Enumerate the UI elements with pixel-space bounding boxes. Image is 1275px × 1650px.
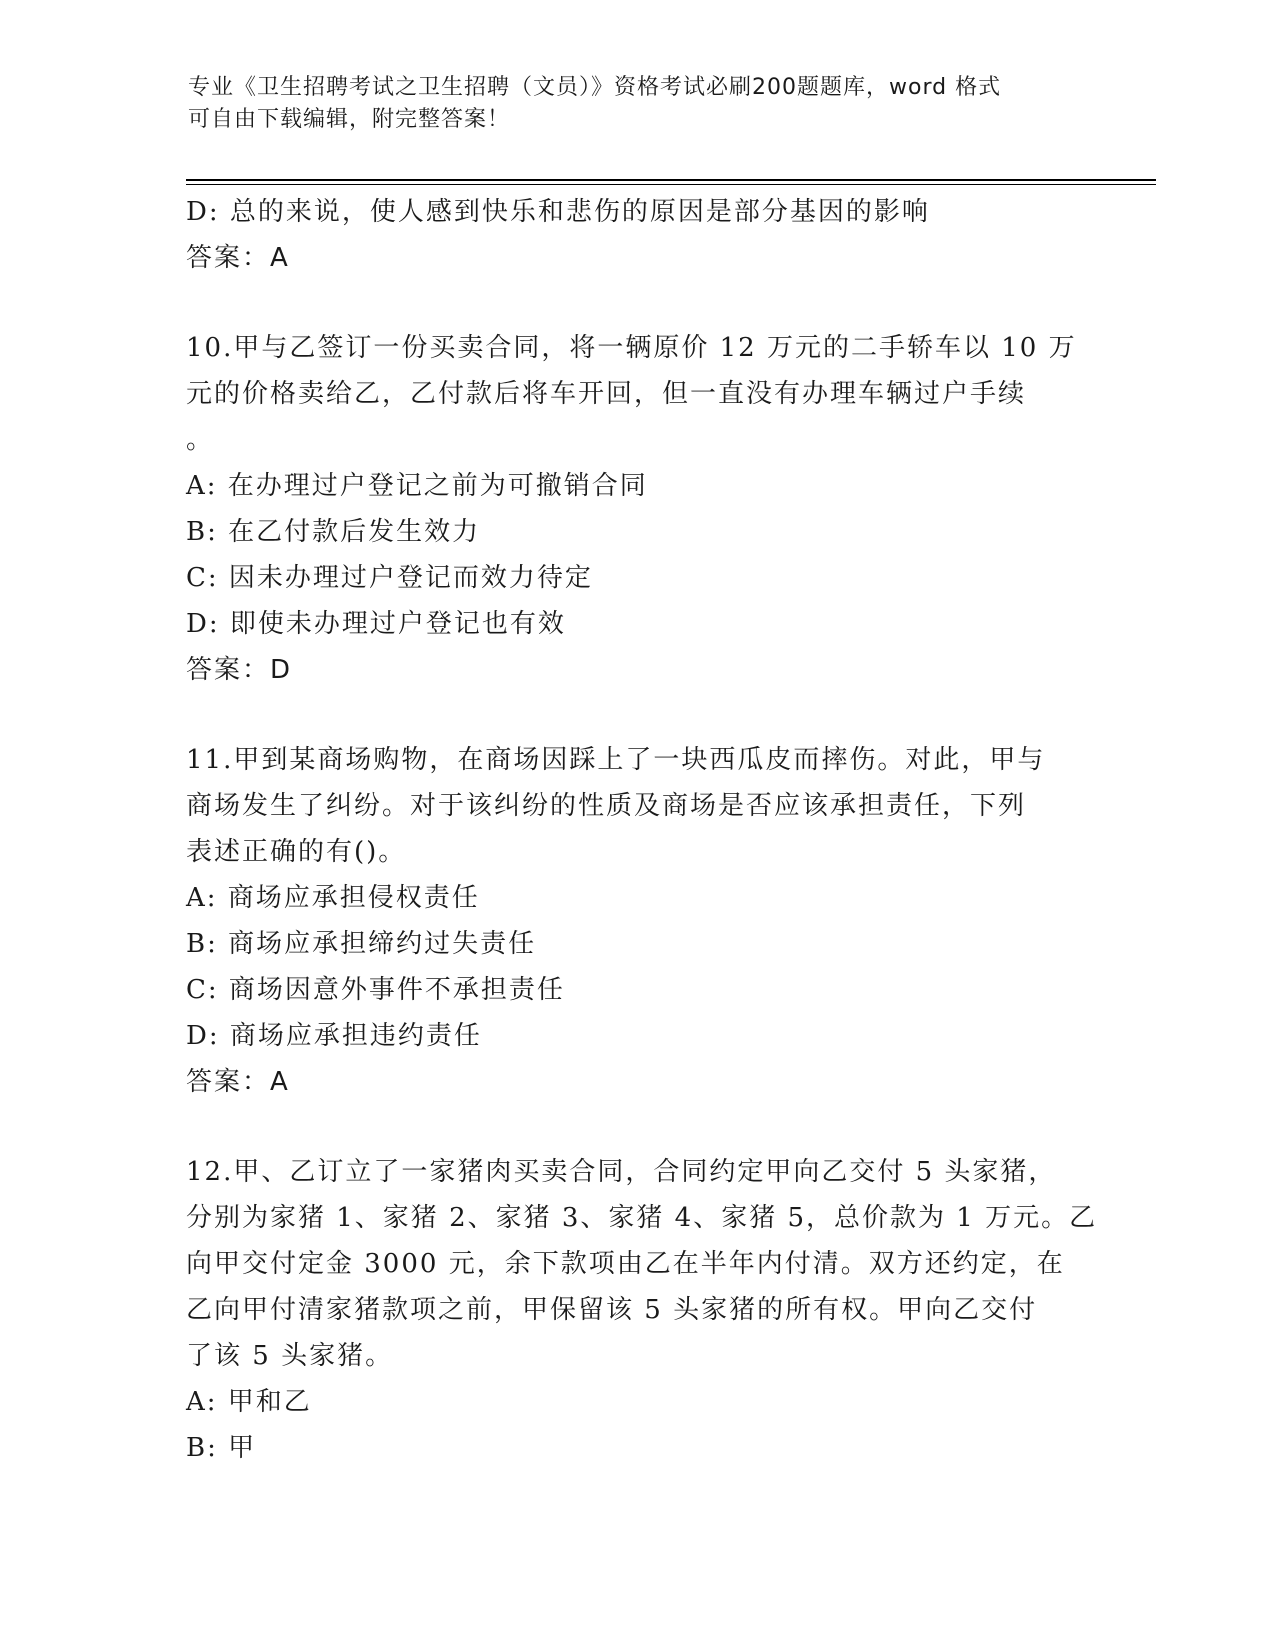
- question-text-line: 表述正确的有()。: [186, 837, 407, 867]
- option-b: B: 甲: [186, 1433, 257, 1463]
- option-d: D: 即使未办理过户登记也有效: [186, 609, 566, 639]
- question-text-line: 商场发生了纠纷。对于该纠纷的性质及商场是否应该承担责任，下列: [186, 791, 1027, 821]
- answer: 答案：D: [186, 655, 293, 685]
- question-text-line: 向甲交付定金 3000 元，余下款项由乙在半年内付清。双方还约定，在: [186, 1249, 1065, 1279]
- option-a: A: 在办理过户登记之前为可撤销合同: [186, 471, 648, 501]
- spacer: [186, 281, 1086, 325]
- question-text-line: 乙向甲付清家猪款项之前，甲保留该 5 头家猪的所有权。甲向乙交付: [186, 1295, 1038, 1325]
- option-b: B: 商场应承担缔约过失责任: [186, 929, 537, 959]
- spacer: [186, 1105, 1086, 1149]
- question-text-line: 分别为家猪 1、家猪 2、家猪 3、家猪 4、家猪 5，总价款为 1 万元。乙: [186, 1203, 1098, 1233]
- answer: 答案：A: [186, 1067, 290, 1097]
- question-text-line: 10.甲与乙签订一份买卖合同，将一辆原价 12 万元的二手轿车以 10 万: [186, 333, 1077, 363]
- option-c: C: 商场因意外事件不承担责任: [186, 975, 565, 1005]
- question-12: [186, 1149, 1098, 1471]
- option-a: A: 商场应承担侵权责任: [186, 883, 480, 913]
- option-d: D: 商场应承担违约责任: [186, 1021, 482, 1051]
- question-11: [186, 737, 1086, 1105]
- prev-answer: 答案：A: [186, 243, 290, 273]
- spacer: [186, 693, 1086, 737]
- question-text-line: 11.甲到某商场购物，在商场因踩上了一块西瓜皮而摔伤。对此，甲与: [186, 745, 1046, 775]
- page-header: [188, 72, 1088, 136]
- question-text-line: 元的价格卖给乙，乙付款后将车开回，但一直没有办理车辆过户手续: [186, 379, 1027, 409]
- question-text-line: 12.甲、乙订立了一家猪肉买卖合同，合同约定甲向乙交付 5 头家猪，: [186, 1157, 1057, 1187]
- prev-option-d: D: 总的来说，使人感到快乐和悲伤的原因是部分基因的影响: [186, 197, 930, 227]
- question-10: [186, 325, 1086, 693]
- header-divider-thick: [186, 179, 1156, 181]
- header-divider-thin: [186, 184, 1156, 185]
- option-a: A: 甲和乙: [186, 1387, 312, 1417]
- header-line-1: 专业《卫生招聘考试之卫生招聘（文员）》资格考试必刷200题题库，word 格式: [188, 75, 1002, 100]
- document-body: [186, 189, 1098, 1471]
- question-text-line: 了该 5 头家猪。: [186, 1341, 394, 1371]
- header-line-2: 可自由下载编辑，附完整答案！: [188, 107, 511, 132]
- option-c: C: 因未办理过户登记而效力待定: [186, 563, 593, 593]
- question-text-line: 。: [186, 425, 215, 455]
- option-b: B: 在乙付款后发生效力: [186, 517, 481, 547]
